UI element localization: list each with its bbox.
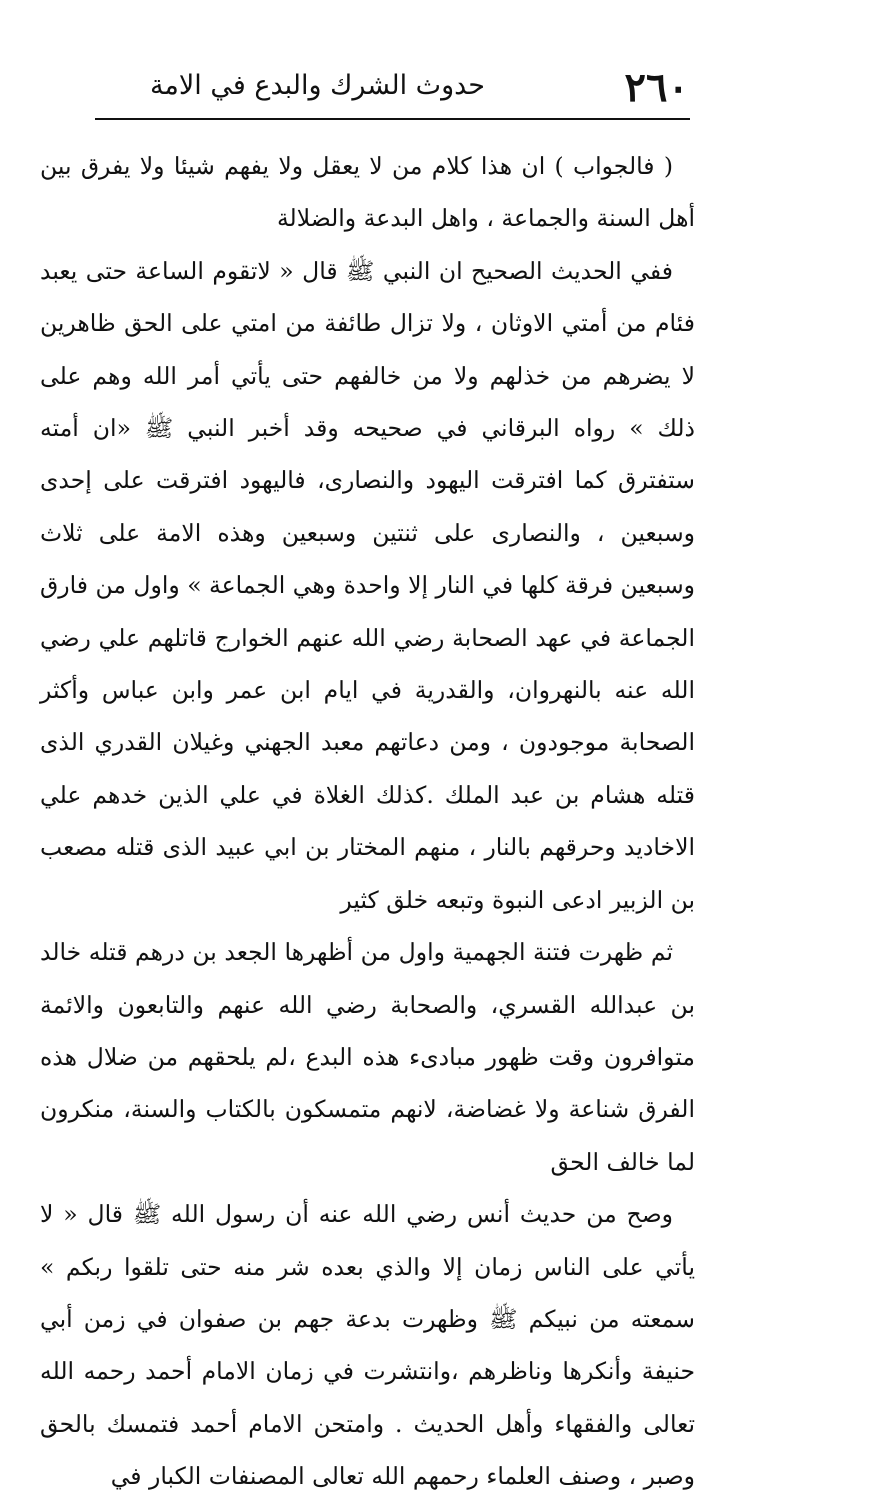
body-text — [40, 140, 695, 1503]
page-number: ٢٦٠ — [624, 64, 689, 111]
header-rule — [95, 118, 690, 120]
paragraph-jahmiyya: ثم ظهرت فتنة الجهمية واول من أظهرها الجعد بن درهم قتله خالد بن عبدالله القسري، والصحابة رضي الله عنهم والتابعون والائمة متوافرون وقت ظهور مبادىء هذه البدع ،لم يلحقهم من ضلال هذه الفرق شناعة ولا غضاضة، لانهم متمسكون بالكتاب والسنة، منكرون لما خالف الحق — [40, 938, 695, 1176]
paragraph-answer: ( فالجواب ) ان هذا كلام من لا يعقل ولا يفهم شيئا ولا يفرق بين أهل السنة والجماعة ، واهل البدعة والضلالة — [40, 152, 695, 233]
paragraph-hadith-sects: ففي الحديث الصحيح ان النبي ﷺ قال « لاتقوم الساعة حتى يعبد فئام من أمتي الاوثان ، ولا تزال طائفة من امتي على الحق ظاهرين لا يضرهم من خذلهم ولا من خالفهم حتى يأتي أمر الله وهم على ذلك » رواه البرقاني في صحيحه وقد أخبر النبي ﷺ «ان أمته ستفترق كما افترقت اليهود والنصارى، فاليهود افترقت على إحدى وسبعين ، والنصارى على ثنتين وسبعين وهذه الامة على ثلاث وسبعين فرقة كلها في النار إلا واحدة وهي الجماعة » واول من فارق الجماعة في عهد الصحابة رضي الله عنهم الخوارج قاتلهم علي رضي الله عنه بالنهروان، والقدرية في ايام ابن عمر وابن عباس وأكثر الصحابة موجودون ، ومن دعاتهم معبد الجهني وغيلان القدري الذى قتله هشام بن عبد الملك .كذلك الغلاة في علي الذين خدهم علي الاخاديد وحرقهم بالنار ، منهم المختار بن ابي عبيد الذى قتله مصعب بن الزبير ادعى النبوة وتبعه خلق كثير — [40, 256, 695, 914]
running-header — [95, 60, 695, 116]
running-title: حدوث الشرك والبدع في الامة — [149, 70, 485, 101]
paragraph-anas-hadith: وصح من حديث أنس رضي الله عنه أن رسول الله ﷺ قال « لا يأتي على الناس زمان إلا والذي بعده شر منه حتى تلقوا ربكم » سمعته من نبيكم ﷺ وظهرت بدعة جهم بن صفوان في زمن أبي حنيفة وأنكرها وناظرهم ،وانتشرت في زمان الامام أحمد رحمه الله تعالى والفقهاء وأهل الحديث . وامتحن الامام أحمد فتمسك بالحق وصبر ، وصنف العلماء رحمهم الله تعالى المصنفات الكبار في — [40, 1200, 695, 1491]
